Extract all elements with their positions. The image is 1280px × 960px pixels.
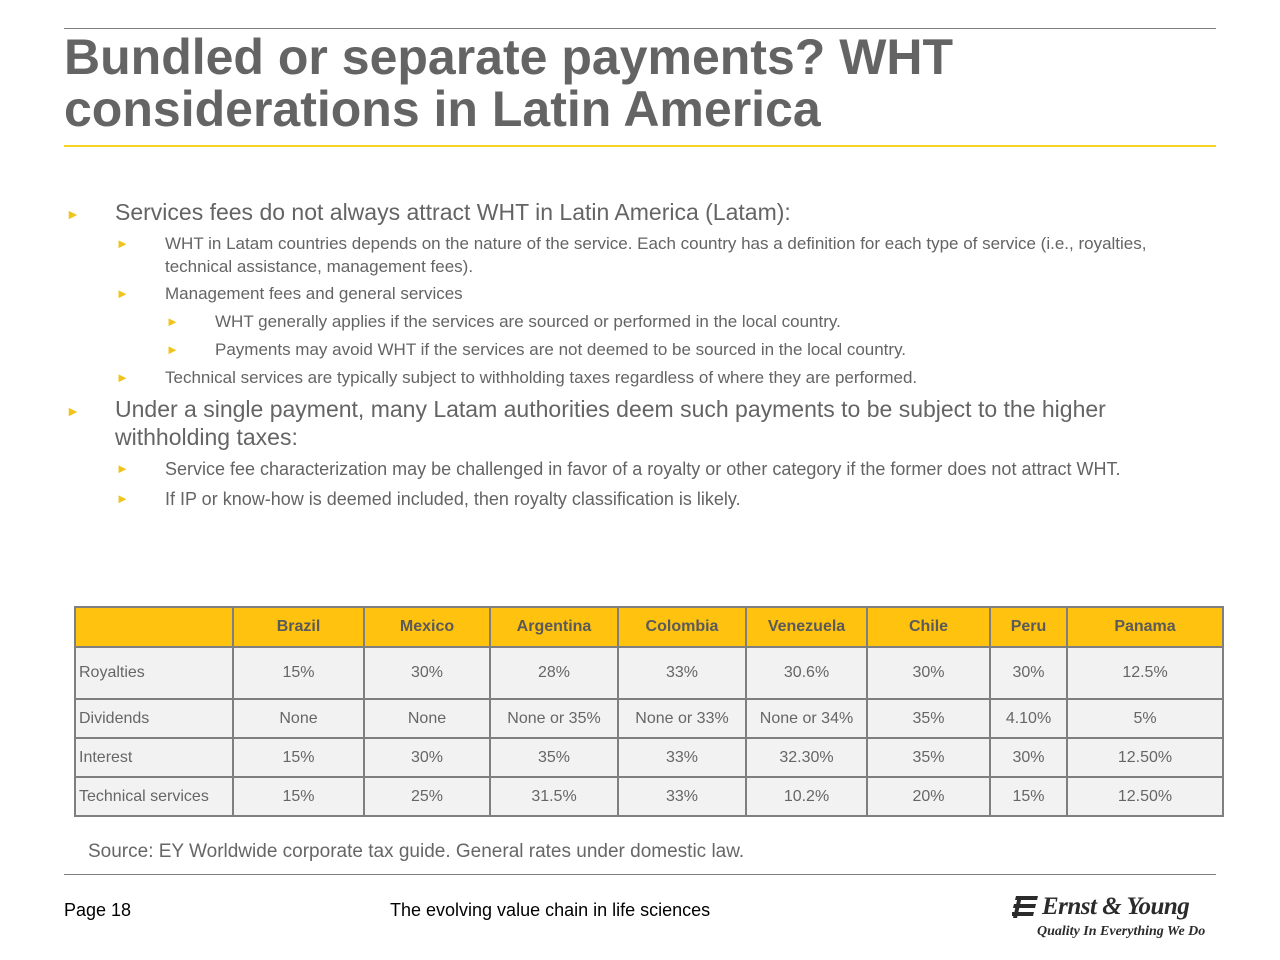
triangle-right-icon: ► [66, 206, 80, 222]
table-cell: 12.5% [1067, 647, 1223, 699]
table-cell: 35% [490, 738, 618, 777]
table-cell: 30% [867, 647, 990, 699]
table-cell: 25% [364, 777, 490, 816]
triangle-right-icon: ► [166, 342, 179, 357]
table-cell: 12.50% [1067, 777, 1223, 816]
logo-tagline: Quality In Everything We Do [1037, 924, 1206, 939]
table-cell: 15% [233, 738, 364, 777]
bullet-item: ► Services fees do not always attract WHT in Latin America (Latam): [66, 199, 791, 225]
header-cell-chile: Chile [867, 607, 990, 647]
bullet-item: ► Technical services are typically subject to withholding taxes regardless of where they are performed. [116, 368, 918, 387]
table-cell: 31.5% [490, 777, 618, 816]
bullet-item: ► If IP or know-how is deemed included, then royalty classification is likely. [116, 489, 741, 509]
logo-wordmark: Ernst & Young [1042, 893, 1190, 920]
triangle-right-icon: ► [166, 314, 179, 329]
bullet-list [64, 198, 1214, 511]
bullet-item: ► Service fee characterization may be challenged in favor of a royalty or other category if the former does not attract WHT. [116, 459, 1121, 479]
table-header-row [75, 607, 1223, 647]
bullet-item: ► Management fees and general services [116, 284, 463, 303]
header-cell-venezuela: Venezuela [746, 607, 867, 647]
table-row [75, 699, 1223, 738]
table-cell: 4.10% [990, 699, 1067, 738]
ernst-young-logo-mark [1012, 896, 1038, 918]
bottom-divider [64, 874, 1216, 875]
table-cell: 35% [867, 738, 990, 777]
table-cell: 20% [867, 777, 990, 816]
table-cell: 10.2% [746, 777, 867, 816]
page-title: Bundled or separate payments? WHT considerations in Latin America [64, 29, 954, 137]
title-underline [64, 145, 1216, 147]
triangle-right-icon: ► [116, 286, 129, 301]
triangle-right-icon: ► [116, 236, 129, 251]
table-row [75, 777, 1223, 816]
header-cell-blank [75, 607, 233, 647]
header-cell-panama: Panama [1067, 607, 1223, 647]
header-cell-colombia: Colombia [618, 607, 746, 647]
row-label: Interest [75, 738, 233, 777]
table-cell: 30% [364, 647, 490, 699]
triangle-right-icon: ► [66, 403, 80, 419]
row-label: Technical services [75, 777, 233, 816]
table-cell: 33% [618, 647, 746, 699]
table-row [75, 647, 1223, 699]
table-cell: 15% [233, 777, 364, 816]
table-cell: 30% [990, 738, 1067, 777]
table-cell: None or 33% [618, 699, 746, 738]
row-label: Dividends [75, 699, 233, 738]
table-cell: 15% [990, 777, 1067, 816]
bullet-item: ► WHT in Latam countries depends on the nature of the service. Each country has a definition for each type of service (i.e., royalties, technical assistance, management fees). [116, 234, 1147, 276]
table-cell: 15% [233, 647, 364, 699]
triangle-right-icon: ► [116, 370, 129, 385]
table-cell: None or 35% [490, 699, 618, 738]
header-cell-mexico: Mexico [364, 607, 490, 647]
header-cell-argentina: Argentina [490, 607, 618, 647]
header-cell-peru: Peru [990, 607, 1067, 647]
table-cell: None or 34% [746, 699, 867, 738]
table-cell: 28% [490, 647, 618, 699]
source-note: Source: EY Worldwide corporate tax guide. General rates under domestic law. [88, 841, 745, 862]
table-row [75, 738, 1223, 777]
table-cell: 30% [990, 647, 1067, 699]
table-cell: 30.6% [746, 647, 867, 699]
footer-title: The evolving value chain in life sciences [390, 900, 711, 920]
table-cell: 33% [618, 738, 746, 777]
bullet-item: ► Payments may avoid WHT if the services are not deemed to be sourced in the local country. [166, 340, 907, 359]
wht-rates-table [74, 606, 1224, 817]
table-cell: 30% [364, 738, 490, 777]
row-label: Royalties [75, 647, 233, 699]
triangle-right-icon: ► [116, 491, 129, 506]
company-logo [1010, 893, 1222, 943]
bullet-item: ► WHT generally applies if the services are sourced or performed in the local country. [166, 312, 841, 331]
bullet-item: ► Under a single payment, many Latam authorities deem such payments to be subject to the higher withholding taxes: [66, 396, 1106, 450]
table-cell: 12.50% [1067, 738, 1223, 777]
page-number: Page 18 [64, 900, 132, 920]
table-cell: 32.30% [746, 738, 867, 777]
table-cell: 35% [867, 699, 990, 738]
table-cell: 5% [1067, 699, 1223, 738]
table-cell: None [364, 699, 490, 738]
table-cell: None [233, 699, 364, 738]
header-cell-brazil: Brazil [233, 607, 364, 647]
table-cell: 33% [618, 777, 746, 816]
triangle-right-icon: ► [116, 461, 129, 476]
